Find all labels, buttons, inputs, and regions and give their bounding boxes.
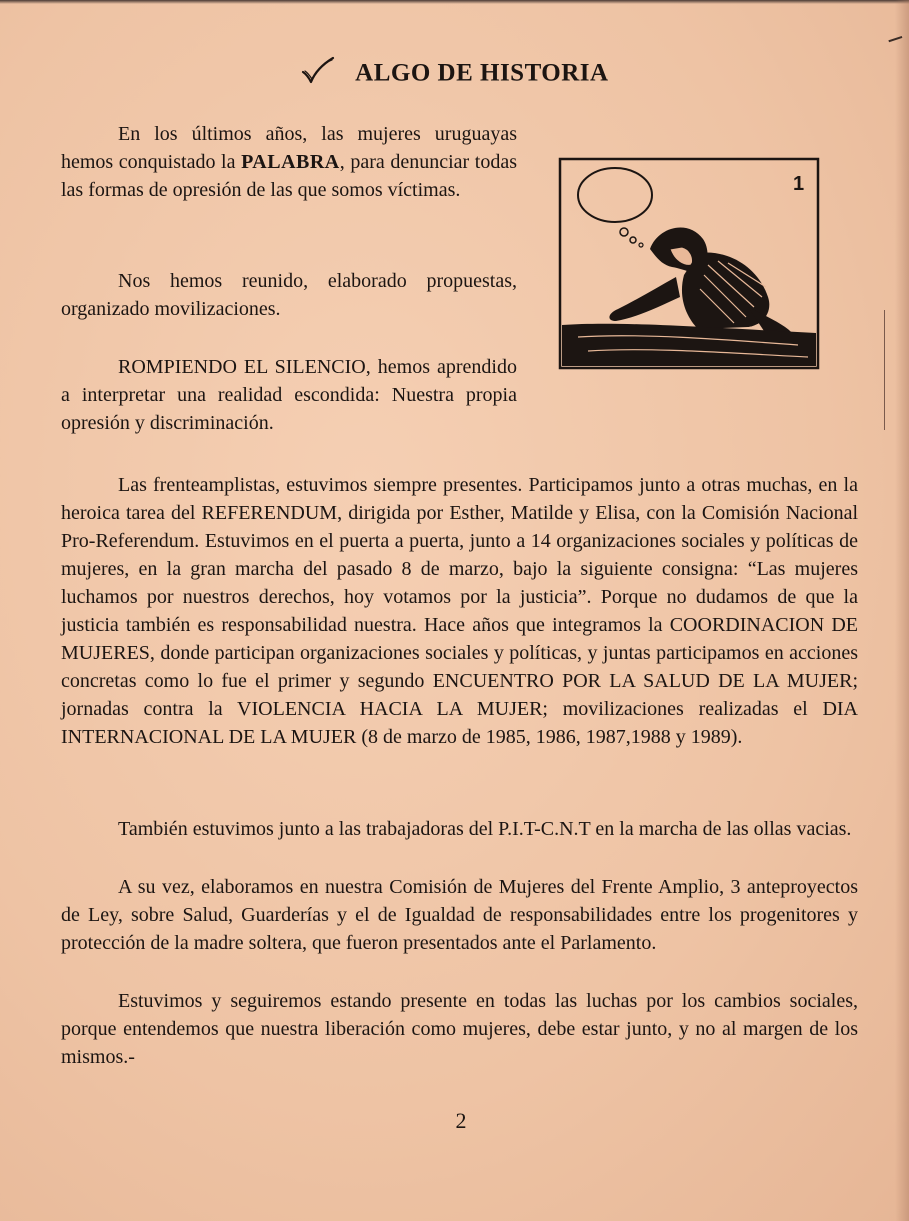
checkmark-icon — [300, 55, 336, 85]
heading-title: ALGO DE HISTORIA — [355, 59, 609, 87]
intro-p1-start: En los últimos años, las mujeres uruguayas hemos conquistado la — [61, 123, 517, 173]
intro-paragraph-1 — [61, 120, 517, 204]
intro-p1-end: , para denunciar todas las formas de opresión de las que somos víctimas. — [61, 151, 517, 201]
body-paragraph-4: Estuvimos y seguiremos estando presente en todas las luchas por los cambios sociales, porque entendemos que nuestra liberación como mujeres, debe estar junto, y no al margen de los mismos.- — [61, 990, 858, 1068]
woman-writing-illustration — [558, 157, 820, 370]
intro-p1-bold-word: PALABRA — [241, 151, 340, 173]
page-right-edge — [895, 0, 909, 1221]
intro-paragraph-2: Nos hemos reunido, elaborado propuestas, organizado movilizaciones. — [61, 270, 517, 320]
panel-number: 1 — [793, 173, 805, 195]
body-paragraph-3: A su vez, elaboramos en nuestra Comisión de Mujeres del Frente Amplio, 3 anteproyectos de Ley, sobre Salud, Guarderías y el de Igualdad de responsabilidades entre los progenitores y protección de la madre soltera, que fueron presentados ante el Parlamento. — [61, 876, 858, 954]
body-paragraph-1: Las frenteamplistas, estuvimos siempre presentes. Participamos junto a otras muchas, en la heroica tarea del REFERENDUM, dirigida por Esther, Matilde y Elisa, con la Comisión Nacional Pro-Referendum. Estuvimos en el puerta a puerta, junto a 14 organizaciones sociales y políticas de mujeres, en la gran marcha del pasado 8 de marzo, bajo la siguiente consigna: “Las mujeres luchamos por nuestros derechos, hoy votamos por la justicia”. Porque no dudamos de que la justicia también es responsabilidad nuestra. Hace años que integramos la COORDINACION DE MUJERES, donde participan organizaciones sociales y políticas, y juntas participamos en acciones concretas como lo fue el primer y segundo ENCUENTRO POR LA SALUD DE LA MUJER; jornadas contra la VIOLENCIA HACIA LA MUJER; movilizaciones realizadas el DIA INTERNACIONAL DE LA MUJER (8 de marzo de 1985, 1986, 1987,1988 y 1989). — [61, 474, 858, 748]
page-heading — [0, 55, 909, 87]
edge-line — [884, 310, 885, 430]
body-paragraph-2: También estuvimos junto a las trabajadoras del P.I.T-C.N.T en la marcha de las ollas vacias. — [118, 818, 852, 840]
page-number: 2 — [455, 1108, 467, 1133]
page-top-edge — [0, 0, 909, 4]
intro-paragraph-3: ROMPIENDO EL SILENCIO, hemos aprendido a interpretar una realidad escondida: Nuestra propia opresión y discriminación. — [61, 356, 517, 434]
